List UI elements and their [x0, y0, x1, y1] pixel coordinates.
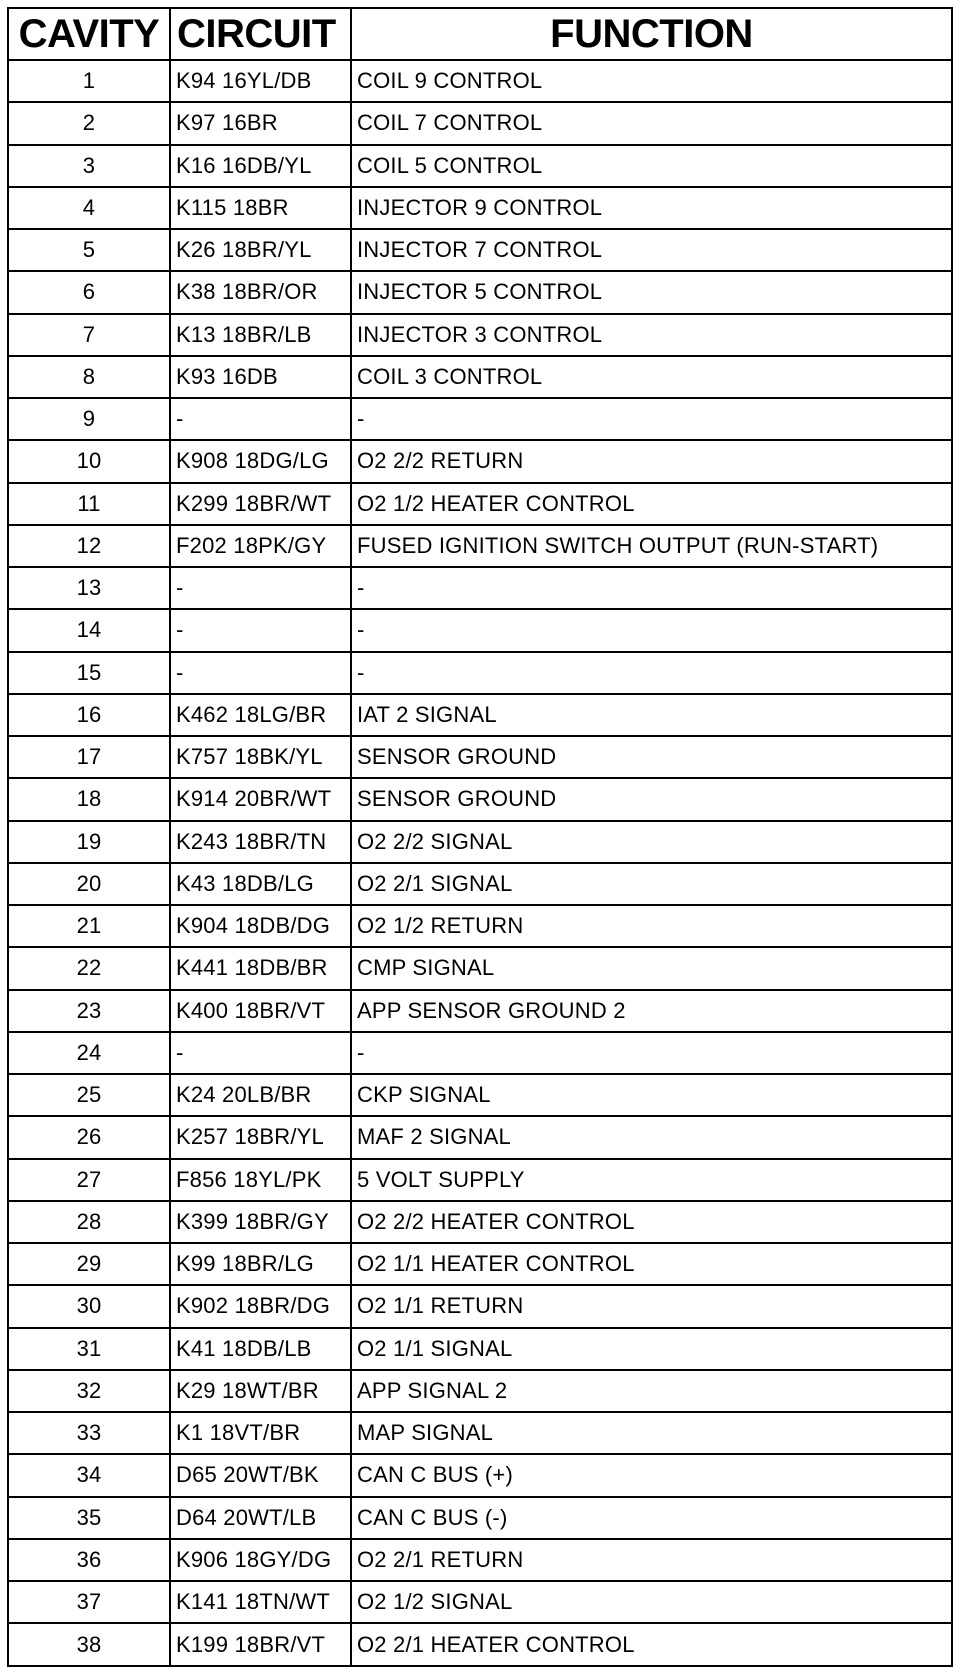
function-cell: INJECTOR 9 CONTROL — [351, 187, 952, 229]
table-row — [8, 736, 952, 778]
function-cell: O2 1/1 RETURN — [351, 1285, 952, 1327]
cavity-cell: 6 — [8, 271, 170, 313]
circuit-cell: K906 18GY/DG — [170, 1539, 351, 1581]
function-cell: CAN C BUS (-) — [351, 1497, 952, 1539]
circuit-cell: K141 18TN/WT — [170, 1581, 351, 1623]
circuit-cell: K908 18DG/LG — [170, 440, 351, 482]
cavity-column-header: CAVITY — [8, 8, 170, 60]
connector-pinout-sheet — [7, 7, 951, 1667]
cavity-cell: 5 — [8, 229, 170, 271]
cavity-cell: 7 — [8, 314, 170, 356]
table-row — [8, 1581, 952, 1623]
table-row — [8, 187, 952, 229]
circuit-cell: K93 16DB — [170, 356, 351, 398]
cavity-cell: 12 — [8, 525, 170, 567]
circuit-cell: K97 16BR — [170, 102, 351, 144]
table-row — [8, 947, 952, 989]
circuit-cell: K41 18DB/LB — [170, 1328, 351, 1370]
cavity-cell: 22 — [8, 947, 170, 989]
table-row — [8, 1497, 952, 1539]
table-row — [8, 1454, 952, 1496]
table-row — [8, 652, 952, 694]
circuit-cell: K115 18BR — [170, 187, 351, 229]
circuit-cell: K1 18VT/BR — [170, 1412, 351, 1454]
circuit-cell: F856 18YL/PK — [170, 1159, 351, 1201]
function-cell: CKP SIGNAL — [351, 1074, 952, 1116]
circuit-cell: K462 18LG/BR — [170, 694, 351, 736]
circuit-cell: K399 18BR/GY — [170, 1201, 351, 1243]
table-row — [8, 863, 952, 905]
cavity-cell: 28 — [8, 1201, 170, 1243]
table-row — [8, 229, 952, 271]
function-cell: - — [351, 567, 952, 609]
circuit-cell: K38 18BR/OR — [170, 271, 351, 313]
circuit-cell: F202 18PK/GY — [170, 525, 351, 567]
function-cell: APP SENSOR GROUND 2 — [351, 990, 952, 1032]
table-row — [8, 271, 952, 313]
table-header — [8, 8, 952, 60]
function-cell: - — [351, 609, 952, 651]
cavity-cell: 21 — [8, 905, 170, 947]
function-cell: - — [351, 652, 952, 694]
cavity-cell: 4 — [8, 187, 170, 229]
cavity-cell: 24 — [8, 1032, 170, 1074]
function-cell: O2 2/2 HEATER CONTROL — [351, 1201, 952, 1243]
cavity-cell: 17 — [8, 736, 170, 778]
function-cell: O2 1/1 SIGNAL — [351, 1328, 952, 1370]
function-cell: APP SIGNAL 2 — [351, 1370, 952, 1412]
table-body — [8, 60, 952, 1666]
cavity-cell: 13 — [8, 567, 170, 609]
function-cell: SENSOR GROUND — [351, 736, 952, 778]
cavity-cell: 23 — [8, 990, 170, 1032]
circuit-cell: - — [170, 398, 351, 440]
function-cell: 5 VOLT SUPPLY — [351, 1159, 952, 1201]
cavity-cell: 14 — [8, 609, 170, 651]
table-row — [8, 821, 952, 863]
cavity-cell: 33 — [8, 1412, 170, 1454]
cavity-cell: 25 — [8, 1074, 170, 1116]
function-cell: O2 1/2 RETURN — [351, 905, 952, 947]
circuit-column-header: CIRCUIT — [170, 8, 351, 60]
circuit-cell: K24 20LB/BR — [170, 1074, 351, 1116]
cavity-cell: 32 — [8, 1370, 170, 1412]
table-row — [8, 483, 952, 525]
cavity-cell: 8 — [8, 356, 170, 398]
circuit-cell: - — [170, 567, 351, 609]
circuit-cell: K13 18BR/LB — [170, 314, 351, 356]
function-cell: O2 2/2 SIGNAL — [351, 821, 952, 863]
table-row — [8, 1370, 952, 1412]
function-column-header: FUNCTION — [351, 8, 952, 60]
table-row — [8, 398, 952, 440]
circuit-cell: K243 18BR/TN — [170, 821, 351, 863]
cavity-cell: 38 — [8, 1623, 170, 1666]
table-row — [8, 1201, 952, 1243]
cavity-cell: 10 — [8, 440, 170, 482]
table-row — [8, 694, 952, 736]
table-row — [8, 1032, 952, 1074]
function-cell: O2 1/2 SIGNAL — [351, 1581, 952, 1623]
cavity-cell: 3 — [8, 145, 170, 187]
table-row — [8, 1285, 952, 1327]
table-row — [8, 102, 952, 144]
circuit-cell: - — [170, 609, 351, 651]
cavity-cell: 29 — [8, 1243, 170, 1285]
circuit-cell: K43 18DB/LG — [170, 863, 351, 905]
circuit-cell: D65 20WT/BK — [170, 1454, 351, 1496]
cavity-cell: 2 — [8, 102, 170, 144]
table-row — [8, 314, 952, 356]
table-row — [8, 1243, 952, 1285]
circuit-cell: - — [170, 652, 351, 694]
circuit-cell: K257 18BR/YL — [170, 1116, 351, 1158]
function-cell: COIL 7 CONTROL — [351, 102, 952, 144]
function-cell: MAP SIGNAL — [351, 1412, 952, 1454]
function-cell: IAT 2 SIGNAL — [351, 694, 952, 736]
table-row — [8, 60, 952, 102]
cavity-cell: 31 — [8, 1328, 170, 1370]
function-cell: FUSED IGNITION SWITCH OUTPUT (RUN-START) — [351, 525, 952, 567]
cavity-cell: 15 — [8, 652, 170, 694]
function-cell: O2 1/2 HEATER CONTROL — [351, 483, 952, 525]
function-cell: COIL 9 CONTROL — [351, 60, 952, 102]
table-row — [8, 145, 952, 187]
circuit-cell: K99 18BR/LG — [170, 1243, 351, 1285]
table-row — [8, 525, 952, 567]
circuit-cell: K29 18WT/BR — [170, 1370, 351, 1412]
table-row — [8, 1328, 952, 1370]
circuit-cell: - — [170, 1032, 351, 1074]
circuit-cell: D64 20WT/LB — [170, 1497, 351, 1539]
table-row — [8, 905, 952, 947]
function-cell: INJECTOR 5 CONTROL — [351, 271, 952, 313]
circuit-cell: K902 18BR/DG — [170, 1285, 351, 1327]
function-cell: - — [351, 1032, 952, 1074]
function-cell: INJECTOR 3 CONTROL — [351, 314, 952, 356]
function-cell: O2 2/2 RETURN — [351, 440, 952, 482]
circuit-cell: K441 18DB/BR — [170, 947, 351, 989]
table-row — [8, 609, 952, 651]
circuit-cell: K904 18DB/DG — [170, 905, 351, 947]
circuit-cell: K94 16YL/DB — [170, 60, 351, 102]
circuit-cell: K16 16DB/YL — [170, 145, 351, 187]
function-cell: COIL 3 CONTROL — [351, 356, 952, 398]
circuit-cell: K299 18BR/WT — [170, 483, 351, 525]
connector-pinout-table — [7, 7, 953, 1667]
table-row — [8, 778, 952, 820]
table-row — [8, 990, 952, 1032]
cavity-cell: 19 — [8, 821, 170, 863]
circuit-cell: K199 18BR/VT — [170, 1623, 351, 1666]
table-row — [8, 1074, 952, 1116]
table-row — [8, 1159, 952, 1201]
cavity-cell: 11 — [8, 483, 170, 525]
cavity-cell: 20 — [8, 863, 170, 905]
table-row — [8, 567, 952, 609]
table-row — [8, 1412, 952, 1454]
cavity-cell: 18 — [8, 778, 170, 820]
cavity-cell: 16 — [8, 694, 170, 736]
function-cell: MAF 2 SIGNAL — [351, 1116, 952, 1158]
cavity-cell: 9 — [8, 398, 170, 440]
function-cell: CAN C BUS (+) — [351, 1454, 952, 1496]
circuit-cell: K400 18BR/VT — [170, 990, 351, 1032]
circuit-cell: K26 18BR/YL — [170, 229, 351, 271]
table-row — [8, 1623, 952, 1666]
cavity-cell: 36 — [8, 1539, 170, 1581]
function-cell: O2 2/1 HEATER CONTROL — [351, 1623, 952, 1666]
function-cell: O2 2/1 SIGNAL — [351, 863, 952, 905]
circuit-cell: K757 18BK/YL — [170, 736, 351, 778]
function-cell: SENSOR GROUND — [351, 778, 952, 820]
cavity-cell: 37 — [8, 1581, 170, 1623]
function-cell: O2 1/1 HEATER CONTROL — [351, 1243, 952, 1285]
cavity-cell: 1 — [8, 60, 170, 102]
table-row — [8, 440, 952, 482]
table-row — [8, 1116, 952, 1158]
cavity-cell: 30 — [8, 1285, 170, 1327]
function-cell: - — [351, 398, 952, 440]
table-row — [8, 356, 952, 398]
function-cell: O2 2/1 RETURN — [351, 1539, 952, 1581]
circuit-cell: K914 20BR/WT — [170, 778, 351, 820]
cavity-cell: 27 — [8, 1159, 170, 1201]
function-cell: COIL 5 CONTROL — [351, 145, 952, 187]
header-row — [8, 8, 952, 60]
cavity-cell: 26 — [8, 1116, 170, 1158]
table-row — [8, 1539, 952, 1581]
cavity-cell: 34 — [8, 1454, 170, 1496]
function-cell: CMP SIGNAL — [351, 947, 952, 989]
function-cell: INJECTOR 7 CONTROL — [351, 229, 952, 271]
cavity-cell: 35 — [8, 1497, 170, 1539]
